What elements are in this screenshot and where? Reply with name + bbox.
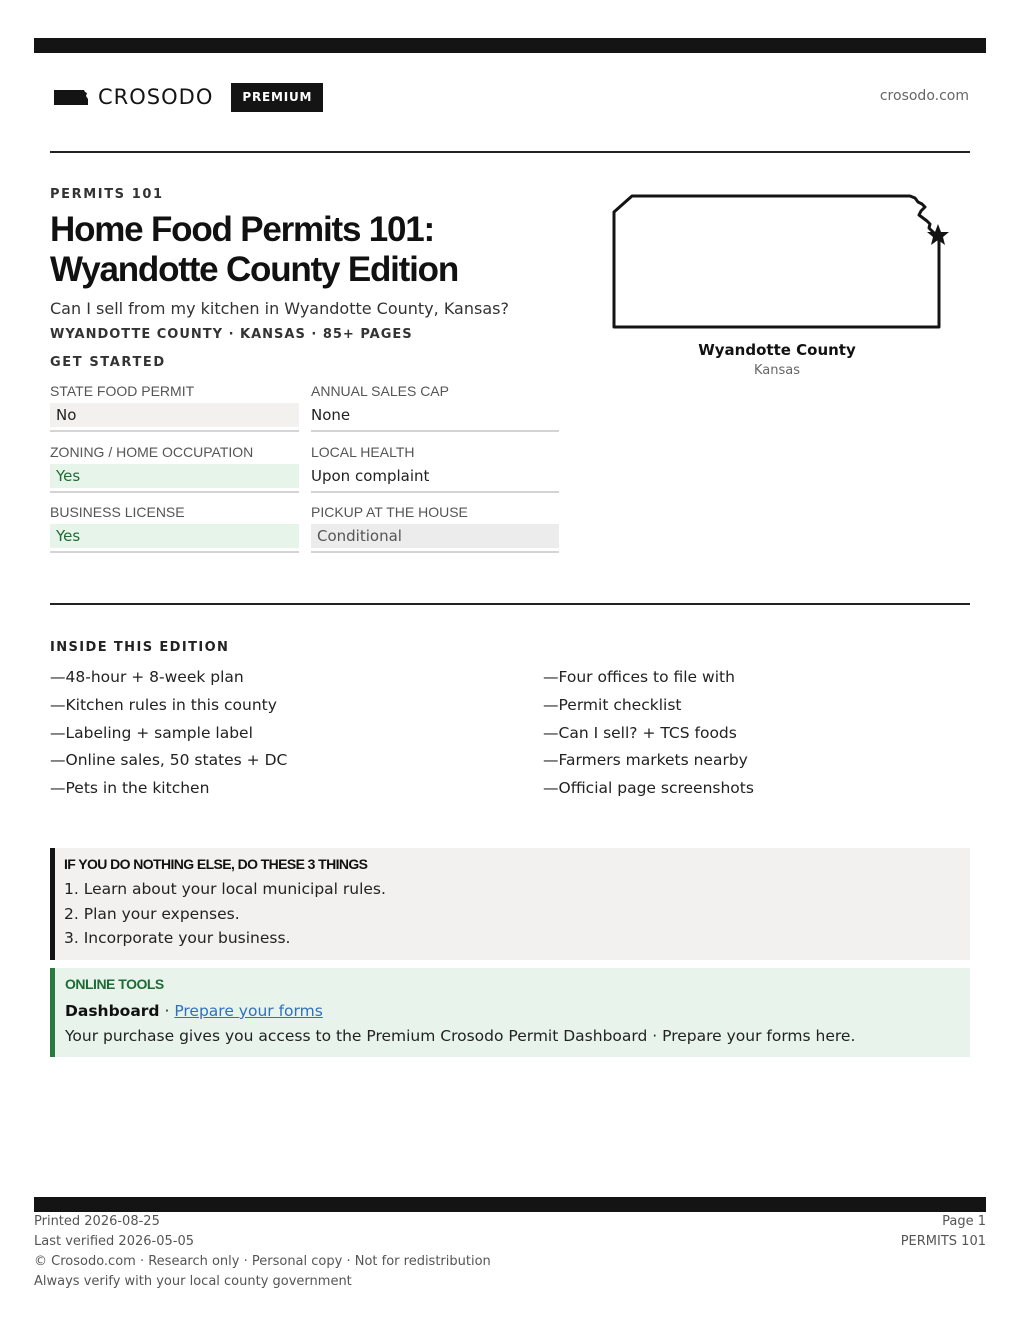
verified-date: Last verified 2026-05-05 <box>34 1234 194 1249</box>
dashboard-label: Dashboard <box>65 1002 160 1020</box>
field-value: Upon complaint <box>311 467 430 485</box>
three-things-callout <box>50 848 970 960</box>
section-divider <box>50 603 970 605</box>
callout-title: IF YOU DO NOTHING ELSE, DO THESE 3 THINGS <box>64 856 368 872</box>
field-divider <box>50 491 299 493</box>
inside-edition-heading: INSIDE THIS EDITION <box>50 640 230 655</box>
site-url[interactable]: crosodo.com <box>879 88 969 104</box>
field-local-health <box>311 443 559 493</box>
field-label: LOCAL HEALTH <box>311 444 415 460</box>
list-item: —Official page screenshots <box>543 779 754 798</box>
footer-section: PERMITS 101 <box>900 1234 986 1249</box>
callout-list <box>64 878 970 952</box>
field-business-license <box>50 503 299 553</box>
map-state-label: Kansas <box>753 363 800 378</box>
bottom-rule <box>34 1197 986 1212</box>
separator: · <box>159 1002 175 1020</box>
map-county-label: Wyandotte County <box>698 341 856 359</box>
field-label: STATE FOOD PERMIT <box>50 383 195 399</box>
field-value: None <box>311 406 351 424</box>
page-subtitle: Can I sell from my kitchen in Wyandotte County, Kansas? <box>50 299 509 318</box>
list-item: —Kitchen rules in this county <box>50 695 277 714</box>
list-item: —Farmers markets nearby <box>543 751 748 770</box>
list-item: 2. Plan your expenses. <box>64 904 240 923</box>
field-label: BUSINESS LICENSE <box>50 504 185 520</box>
header-divider <box>50 151 970 153</box>
list-item: 1. Learn about your local municipal rules. <box>64 880 386 898</box>
online-tools-callout <box>50 968 970 1057</box>
field-divider <box>311 551 559 553</box>
field-value: Conditional <box>311 524 559 548</box>
field-state-food-permit <box>50 382 299 432</box>
disclaimer: Always verify with your local county government <box>34 1274 352 1289</box>
prepare-forms-link[interactable]: Prepare your forms <box>174 1002 323 1020</box>
field-annual-sales-cap <box>311 382 559 432</box>
field-value: Yes <box>50 464 299 488</box>
list-item: —Can I sell? + TCS foods <box>543 723 737 742</box>
field-value: No <box>50 403 299 427</box>
section-kicker: PERMITS 101 <box>50 187 164 202</box>
kansas-logo-icon <box>54 89 88 105</box>
title-line-2: Wyandotte County Edition <box>50 250 459 289</box>
tools-title: ONLINE TOOLS <box>65 976 164 992</box>
field-value: Yes <box>50 524 299 548</box>
page-title <box>50 210 610 290</box>
footer-right <box>901 1212 986 1252</box>
field-divider <box>311 430 559 432</box>
printed-date: Printed 2026-08-25 <box>34 1214 160 1229</box>
list-item: —Labeling + sample label <box>50 723 253 742</box>
list-item: —Online sales, 50 states + DC <box>50 751 288 770</box>
field-zoning-home-occupation <box>50 443 299 493</box>
page-number: Page 1 <box>942 1214 986 1229</box>
edition-meta: WYANDOTTE COUNTY · KANSAS · 85+ PAGES <box>50 327 413 342</box>
tools-links <box>65 1000 970 1022</box>
get-started-heading: GET STARTED <box>50 355 166 370</box>
field-label: PICKUP AT THE HOUSE <box>311 504 468 520</box>
field-divider <box>50 551 299 553</box>
field-label: ANNUAL SALES CAP <box>311 383 449 399</box>
field-divider <box>50 430 299 432</box>
list-item: —48-hour + 8-week plan <box>50 668 244 686</box>
list-item: 3. Incorporate your business. <box>64 929 291 947</box>
list-item: —Pets in the kitchen <box>50 779 210 798</box>
tools-description: Your purchase gives you access to the Premium Crosodo Permit Dashboard · Prepare your forms here. <box>65 1027 856 1045</box>
brand[interactable] <box>54 82 323 112</box>
top-rule <box>34 38 986 53</box>
field-pickup-at-house <box>311 503 559 553</box>
list-item: —Permit checklist <box>543 695 682 714</box>
contents-list-right <box>543 666 754 805</box>
copyright: © Crosodo.com · Research only · Personal copy · Not for redistribution <box>34 1254 491 1269</box>
contents-list-left <box>50 666 287 805</box>
title-line-1: Home Food Permits 101: <box>50 210 434 249</box>
field-divider <box>311 491 559 493</box>
premium-badge: PREMIUM <box>231 83 323 112</box>
footer-left <box>34 1212 491 1292</box>
kansas-map <box>612 193 952 333</box>
list-item: —Four offices to file with <box>543 668 735 686</box>
brand-name: CROSODO <box>98 85 214 109</box>
field-label: ZONING / HOME OCCUPATION <box>50 444 254 460</box>
